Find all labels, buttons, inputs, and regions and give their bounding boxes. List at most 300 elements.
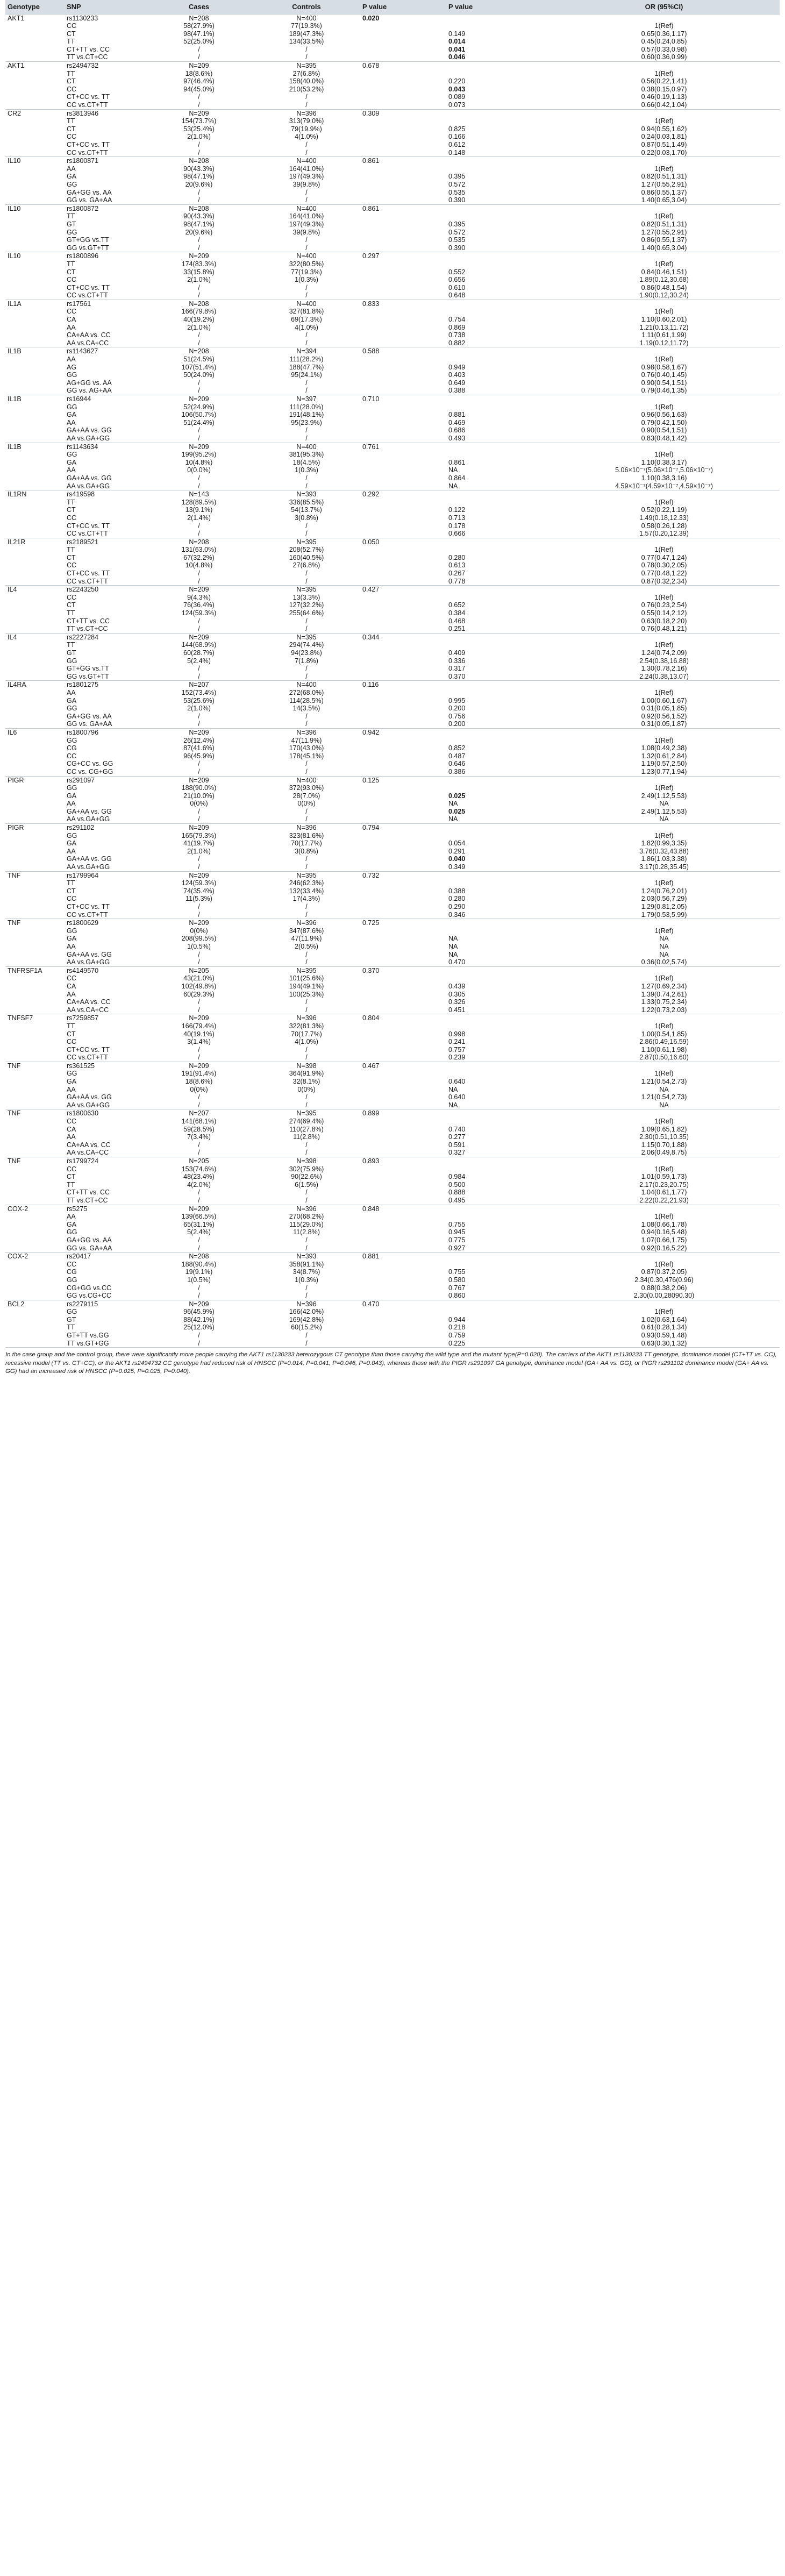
p-value-cell: [446, 1261, 548, 1269]
table-row-snp-header: [5, 1014, 780, 1022]
table-row: [5, 125, 780, 133]
gene-cell: [5, 244, 65, 252]
cases-cell: /: [198, 1284, 200, 1292]
odds-ratio-cell: 0.82(0.51,1.31): [641, 173, 687, 181]
controls-cell: 27(6.8%): [292, 69, 320, 77]
table-row: [5, 594, 780, 602]
p-value-cell: 0.944: [448, 1315, 466, 1323]
controls-cell: 322(81.3%): [289, 1022, 324, 1030]
odds-ratio-cell: [548, 919, 780, 927]
controls-cell: 111(28.2%): [289, 355, 324, 364]
overall-p-cell: [360, 697, 446, 705]
odds-ratio-cell: 1(Ref): [654, 1118, 674, 1126]
snp-association-table: [5, 0, 780, 1347]
cases-cell: /: [198, 283, 200, 291]
snp-cell: GA: [67, 458, 77, 466]
overall-p-cell: 0.761: [360, 443, 446, 451]
odds-ratio-cell: 0.86(0.55,1.37): [641, 236, 687, 244]
snp-cell: CT+CC vs. TT: [67, 283, 110, 291]
snp-cell: AA: [67, 466, 76, 474]
p-value-cell: 0.239: [448, 1054, 466, 1062]
table-row: [5, 435, 780, 443]
controls-cell: 4(1.0%): [295, 133, 318, 141]
p-value-cell: [446, 737, 548, 745]
cases-cell: 19(9.1%): [185, 1268, 213, 1276]
overall-p-cell: [360, 1323, 446, 1332]
snp-cell: rs1799964: [65, 871, 145, 879]
overall-p-cell: [360, 77, 446, 86]
p-value-cell: [446, 633, 548, 641]
table-row: [5, 133, 780, 141]
snp-cell: CT: [67, 1173, 76, 1181]
overall-p-cell: [360, 1308, 446, 1316]
odds-ratio-cell: 1.10(0.60,2.01): [641, 316, 687, 324]
cases-cell: /: [198, 1093, 200, 1101]
gene-cell: [5, 93, 65, 101]
gene-cell: [5, 1244, 65, 1253]
gene-cell: [5, 133, 65, 141]
odds-ratio-cell: 1(Ref): [654, 1260, 674, 1268]
controls-cell: N=396: [253, 919, 360, 927]
controls-cell: N=396: [253, 1300, 360, 1308]
table-row: [5, 800, 780, 808]
odds-ratio-cell: 1.86(1.03,3.38): [641, 855, 687, 863]
overall-p-cell: [360, 482, 446, 490]
odds-ratio-cell: 1(Ref): [654, 736, 674, 744]
cases-cell: N=209: [145, 776, 253, 784]
overall-p-cell: 0.725: [360, 919, 446, 927]
p-value-cell: 0.552: [448, 268, 466, 276]
table-row: [5, 815, 780, 823]
odds-ratio-cell: 0.31(0.05,1.87): [641, 720, 687, 728]
table-row-snp-header: [5, 252, 780, 260]
table-row: [5, 482, 780, 490]
p-value-cell: [446, 1300, 548, 1308]
p-value-cell: [446, 14, 548, 22]
odds-ratio-cell: 1.19(0.12,11.72): [639, 339, 689, 347]
overall-p-cell: [360, 53, 446, 61]
p-value-cell: 0.756: [448, 712, 466, 720]
snp-cell: GG: [67, 831, 77, 839]
controls-cell: N=395: [253, 871, 360, 879]
p-value-cell: 0.403: [448, 371, 466, 379]
overall-p-cell: [360, 863, 446, 871]
gene-cell: [5, 426, 65, 435]
overall-p-cell: 0.370: [360, 966, 446, 974]
snp-cell: GA: [67, 1220, 77, 1228]
overall-p-cell: [360, 879, 446, 887]
gene-cell: [5, 848, 65, 856]
cases-cell: /: [198, 720, 200, 728]
controls-cell: 1(0.3%): [295, 466, 318, 474]
odds-ratio-cell: 2.34(0.30,476(0.96): [634, 1276, 694, 1284]
overall-p-cell: [360, 331, 446, 339]
gene-cell: IL1B: [5, 347, 65, 355]
odds-ratio-cell: [548, 966, 780, 974]
overall-p-cell: [360, 958, 446, 966]
snp-cell: GG: [67, 228, 77, 236]
p-value-cell: [446, 22, 548, 30]
gene-cell: [5, 141, 65, 149]
cases-cell: 94(45.0%): [183, 85, 215, 93]
p-value-cell: 0.122: [448, 506, 466, 514]
controls-cell: 323(81.6%): [289, 831, 324, 839]
overall-p-cell: [360, 30, 446, 38]
p-value-cell: 0.610: [448, 283, 466, 291]
gene-cell: [5, 339, 65, 347]
snp-cell: GG: [67, 1228, 77, 1236]
controls-cell: /: [305, 1141, 308, 1149]
table-row-snp-header: [5, 919, 780, 927]
controls-cell: 17(4.3%): [292, 895, 320, 903]
overall-p-cell: [360, 1149, 446, 1157]
overall-p-cell: [360, 236, 446, 244]
controls-cell: /: [305, 45, 308, 53]
p-value-cell: 0.755: [448, 1268, 466, 1276]
p-value-cell: 0.825: [448, 125, 466, 133]
snp-cell: AA: [67, 800, 76, 808]
gene-cell: [5, 1261, 65, 1269]
cases-cell: 152(73.4%): [181, 688, 217, 696]
overall-p-cell: [360, 22, 446, 30]
p-value-cell: 0.395: [448, 220, 466, 228]
table-row: [5, 22, 780, 30]
odds-ratio-cell: 1.09(0.65,1.82): [641, 1125, 687, 1133]
snp-cell: AG+GG vs. AA: [67, 379, 112, 387]
overall-p-cell: [360, 276, 446, 284]
table-row: [5, 1093, 780, 1101]
overall-p-cell: [360, 927, 446, 935]
table-row: [5, 1308, 780, 1316]
odds-ratio-cell: 1(Ref): [654, 974, 674, 983]
p-value-cell: [446, 260, 548, 268]
snp-cell: TT: [67, 117, 75, 125]
controls-cell: /: [305, 141, 308, 148]
controls-cell: /: [305, 339, 308, 347]
gene-cell: TNF: [5, 871, 65, 879]
overall-p-cell: [360, 379, 446, 387]
overall-p-cell: [360, 657, 446, 665]
cases-cell: 188(90.0%): [181, 784, 217, 792]
odds-ratio-cell: 1(Ref): [654, 1213, 674, 1221]
p-value-cell: 0.251: [448, 625, 466, 633]
cases-cell: 98(47.1%): [183, 173, 215, 181]
gene-cell: [5, 1165, 65, 1173]
overall-p-cell: [360, 760, 446, 768]
overall-p-cell: [360, 1197, 446, 1205]
p-value-cell: 0.852: [448, 744, 466, 752]
snp-cell: CC: [67, 133, 77, 141]
table-row: [5, 561, 780, 570]
p-value-cell: 0.864: [448, 474, 466, 482]
gene-cell: [5, 951, 65, 959]
gene-cell: [5, 1118, 65, 1126]
table-row: [5, 784, 780, 792]
gene-cell: [5, 815, 65, 823]
odds-ratio-cell: 1.24(0.74,2.09): [641, 649, 687, 657]
table-row: [5, 911, 780, 919]
controls-cell: N=396: [253, 824, 360, 832]
table-row: [5, 1189, 780, 1197]
table-footnote: In the case group and the control group, there were significantly more people carrying the AKT1 rs1130233 heterozygous CT genotype than those carrying the wild type and the mutant type(P=0.020). The carriers of the AKT1 rs1130233 TT genotype, dominance model (CT+TT vs. CC), recessive model (TT vs. CT+CC), or the AKT1 rs2494732 CC genotype had reduced risk of HNSCC (P=0.014, P=0.041, P=0.046, P=0.043), whereas those with the PIGR rs291097 GA genotype, dominance model (GA+ AA vs. GG), or PIGR rs291102 dominance model (GA+ AA vs. GG) had an increased risk of HNSCC (P=0.025, P=0.025, P=0.040).: [5, 1347, 780, 1376]
overall-p-cell: [360, 705, 446, 713]
table-row: [5, 808, 780, 816]
p-value-cell: [446, 165, 548, 173]
overall-p-cell: 0.899: [360, 1109, 446, 1118]
gene-cell: [5, 784, 65, 792]
p-value-cell: [446, 308, 548, 316]
table-row: [5, 641, 780, 649]
odds-ratio-cell: 1.30(0.78,2.16): [641, 665, 687, 673]
controls-cell: 4(1.0%): [295, 323, 318, 331]
cases-cell: N=209: [145, 1062, 253, 1070]
controls-cell: 327(81.8%): [289, 308, 324, 316]
cases-cell: /: [198, 767, 200, 775]
odds-ratio-cell: 2.54(0.38,16.88): [639, 657, 689, 665]
gene-cell: [5, 77, 65, 86]
odds-ratio-cell: [548, 1157, 780, 1165]
gene-cell: [5, 30, 65, 38]
snp-cell: CT+CC vs. TT: [67, 93, 110, 101]
controls-cell: N=396: [253, 1014, 360, 1022]
snp-cell: TT: [67, 38, 75, 46]
odds-ratio-cell: 2.17(0.23,20.75): [639, 1180, 689, 1189]
table-row: [5, 284, 780, 292]
overall-p-cell: [360, 601, 446, 609]
controls-cell: 77(19.3%): [291, 22, 322, 30]
cases-cell: 2(1.0%): [187, 276, 211, 284]
odds-ratio-cell: 2.03(0.56,7.29): [641, 895, 687, 903]
p-value-cell: 0.500: [448, 1180, 466, 1189]
table-row: [5, 411, 780, 419]
controls-cell: /: [305, 283, 308, 291]
cases-cell: 5(2.4%): [187, 1228, 211, 1236]
cases-cell: 96(45.9%): [183, 1308, 215, 1316]
controls-cell: N=393: [253, 1253, 360, 1261]
table-row: [5, 792, 780, 800]
cases-cell: 51(24.5%): [183, 355, 215, 364]
p-value-cell: 0.326: [448, 998, 466, 1006]
gene-cell: [5, 165, 65, 173]
gene-cell: [5, 689, 65, 697]
cases-cell: N=208: [145, 300, 253, 308]
table-row-snp-header: [5, 871, 780, 879]
overall-p-cell: [360, 570, 446, 578]
cases-cell: 59(28.5%): [183, 1125, 215, 1133]
table-row: [5, 998, 780, 1006]
p-value-cell: 0.861: [448, 458, 466, 466]
controls-cell: 381(95.3%): [289, 451, 324, 459]
gene-cell: [5, 181, 65, 189]
snp-cell: GA+AA vs. GG: [67, 807, 112, 815]
cases-cell: N=209: [145, 824, 253, 832]
overall-p-cell: [360, 744, 446, 752]
gene-cell: [5, 1038, 65, 1046]
controls-cell: N=396: [253, 109, 360, 117]
table-row-snp-header: [5, 443, 780, 451]
gene-cell: [5, 1070, 65, 1078]
controls-cell: 132(33.4%): [289, 887, 324, 895]
controls-cell: /: [305, 950, 308, 958]
overall-p-cell: 0.125: [360, 776, 446, 784]
overall-p-cell: [360, 371, 446, 379]
cases-cell: /: [198, 482, 200, 490]
cases-cell: 26(12.4%): [183, 736, 215, 744]
cases-cell: 10(4.8%): [185, 561, 213, 570]
snp-cell: rs1800872: [65, 204, 145, 212]
gene-cell: [5, 641, 65, 649]
overall-p-cell: [360, 212, 446, 220]
snp-cell: GA+AA vs. GG: [67, 1093, 112, 1101]
p-value-cell: [446, 1022, 548, 1030]
snp-cell: CT+TT vs. CC: [67, 617, 110, 625]
overall-p-cell: [360, 625, 446, 633]
gene-cell: [5, 927, 65, 935]
p-value-cell: 0.572: [448, 180, 466, 188]
controls-cell: /: [305, 903, 308, 910]
gene-cell: IL1RN: [5, 490, 65, 499]
controls-cell: /: [305, 617, 308, 625]
p-value-cell: 0.995: [448, 696, 466, 705]
cases-cell: /: [198, 1045, 200, 1054]
odds-ratio-cell: 0.94(0.16,5.48): [641, 1228, 687, 1236]
odds-ratio-cell: 0.98(0.58,1.67): [641, 363, 687, 371]
table-row-snp-header: [5, 109, 780, 117]
cases-cell: 43(21.0%): [183, 974, 215, 983]
controls-cell: /: [305, 522, 308, 530]
overall-p-cell: [360, 133, 446, 141]
cases-cell: /: [198, 855, 200, 863]
cases-cell: /: [198, 950, 200, 958]
table-row: [5, 229, 780, 237]
p-value-cell: 0.652: [448, 601, 466, 609]
cases-cell: /: [198, 434, 200, 442]
gene-cell: [5, 1126, 65, 1134]
controls-cell: 272(68.0%): [289, 688, 324, 696]
cases-cell: 128(89.5%): [181, 498, 217, 506]
gene-cell: [5, 1268, 65, 1276]
controls-cell: /: [305, 577, 308, 585]
gene-cell: [5, 530, 65, 538]
snp-cell: TT: [67, 879, 75, 887]
gene-cell: [5, 149, 65, 157]
odds-ratio-cell: 1.82(0.99,3.35): [641, 839, 687, 848]
gene-cell: IL4: [5, 633, 65, 641]
overall-p-cell: [360, 196, 446, 204]
table-row: [5, 832, 780, 840]
p-value-cell: 0.041: [448, 45, 466, 53]
p-value-cell: 0.225: [448, 1339, 466, 1347]
gene-cell: [5, 1006, 65, 1014]
cases-cell: 96(45.9%): [183, 752, 215, 760]
p-value-cell: NA: [448, 1101, 458, 1109]
p-value-cell: 0.267: [448, 570, 466, 578]
p-value-cell: [446, 117, 548, 125]
cases-cell: /: [198, 1244, 200, 1252]
cases-cell: /: [198, 236, 200, 244]
table-row-snp-header: [5, 62, 780, 70]
table-row: [5, 737, 780, 745]
odds-ratio-cell: 1(Ref): [654, 546, 674, 554]
odds-ratio-cell: 1.29(0.81,2.05): [641, 903, 687, 910]
p-value-cell: 0.218: [448, 1323, 466, 1332]
odds-ratio-cell: 1(Ref): [654, 831, 674, 839]
table-row: [5, 958, 780, 966]
overall-p-cell: [360, 1046, 446, 1054]
overall-p-cell: [360, 1292, 446, 1300]
snp-cell: rs7259857: [65, 1014, 145, 1022]
snp-cell: GA: [67, 839, 77, 848]
p-value-cell: 0.149: [448, 30, 466, 38]
gene-cell: [5, 1221, 65, 1229]
p-value-cell: 0.468: [448, 617, 466, 625]
controls-cell: 189(47.3%): [289, 30, 324, 38]
overall-p-cell: [360, 459, 446, 467]
snp-cell: GG vs. GA+AA: [67, 196, 112, 204]
snp-cell: GG: [67, 1308, 77, 1316]
cases-cell: /: [198, 45, 200, 53]
odds-ratio-cell: 1.00(0.54,1.85): [641, 1030, 687, 1038]
p-value-cell: 0.178: [448, 522, 466, 530]
controls-cell: N=400: [253, 443, 360, 451]
table-row: [5, 752, 780, 760]
overall-p-cell: 0.344: [360, 633, 446, 641]
controls-cell: /: [305, 188, 308, 196]
p-value-cell: 0.439: [448, 982, 466, 990]
table-row-snp-header: [5, 1157, 780, 1165]
snp-cell: TT: [67, 1323, 75, 1332]
p-value-cell: 0.738: [448, 331, 466, 339]
gene-cell: IL6: [5, 728, 65, 736]
odds-ratio-cell: 1.23(0.77,1.94): [641, 767, 687, 775]
cases-cell: /: [198, 1189, 200, 1197]
odds-ratio-cell: [548, 347, 780, 355]
overall-p-cell: 0.861: [360, 204, 446, 212]
odds-ratio-cell: 0.82(0.51,1.31): [641, 220, 687, 228]
p-value-cell: [446, 443, 548, 451]
table-row: [5, 1316, 780, 1324]
table-row: [5, 403, 780, 411]
p-value-cell: [446, 824, 548, 832]
p-value-cell: 0.290: [448, 903, 466, 910]
gene-cell: [5, 101, 65, 109]
gene-cell: [5, 284, 65, 292]
controls-cell: /: [305, 958, 308, 966]
odds-ratio-cell: 0.87(0.32,2.34): [641, 577, 687, 585]
gene-cell: [5, 974, 65, 983]
p-value-cell: NA: [448, 1085, 458, 1093]
cases-cell: /: [198, 577, 200, 585]
odds-ratio-cell: 1.10(0.38,3.16): [641, 474, 687, 482]
overall-p-cell: [360, 149, 446, 157]
odds-ratio-cell: 0.61(0.28,1.34): [641, 1323, 687, 1332]
gene-cell: [5, 943, 65, 951]
odds-ratio-cell: 1.21(0.54,2.73): [641, 1093, 687, 1101]
controls-cell: N=400: [253, 204, 360, 212]
table-row: [5, 601, 780, 609]
table-row: [5, 879, 780, 887]
controls-cell: 4(1.0%): [295, 1038, 318, 1046]
overall-p-cell: 0.292: [360, 490, 446, 499]
snp-cell: rs1130233: [65, 14, 145, 22]
odds-ratio-cell: [548, 62, 780, 70]
controls-cell: /: [305, 244, 308, 252]
overall-p-cell: [360, 125, 446, 133]
table-row: [5, 895, 780, 903]
gene-cell: [5, 1054, 65, 1062]
snp-cell: TT: [67, 498, 75, 506]
table-row: [5, 974, 780, 983]
